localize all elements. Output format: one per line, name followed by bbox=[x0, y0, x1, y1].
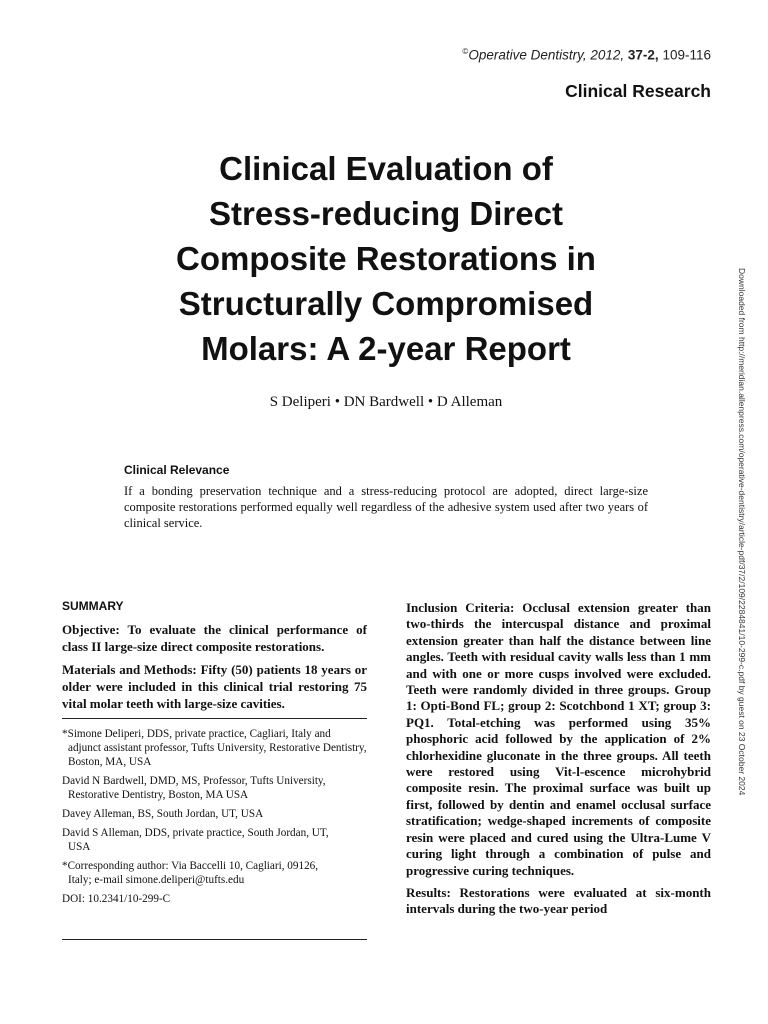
inclusion-criteria: Inclusion Criteria: Occlusal extension greater than two-thirds the intercuspal distance and proximal extension greater than half the distance between line angles. Teeth with residual cavity walls less than 1 mm and with one or more cusps involved were excluded. Teeth were randomly divided in three groups. Group 1: Opti-Bond FL; group 2: Scotchbond 1 XT; group 3: PQ1. Total-etching was performed using 35% phosphoric acid followed by the application of 2% chlorhexidine gluconate in the three groups. All teeth were restored using Vit-l-escence microhybrid composite resin. The proximal surface was built up first, followed by dentin and enamel occlusal surface stratification; wedge-shaped increments of composite resin were placed and cured using the Ultra-Lume V curing light through a combination of pulse and progressive curing techniques. bbox=[406, 600, 711, 878]
download-watermark: Downloaded from http://meridian.allenpress.com/operative-dentistry/article-pdf/37/2/109/2284841/10-299-c.pdf by guest on 23 October 2024 bbox=[737, 268, 747, 796]
author-list: S Deliperi • DN Bardwell • D Alleman bbox=[269, 394, 503, 410]
journal-name: Operative Dentistry, 2012, bbox=[468, 47, 625, 63]
title-line: Molars: A 2-year Report bbox=[201, 330, 571, 367]
clinical-relevance-heading: Clinical Relevance bbox=[124, 463, 230, 477]
section-label: Clinical Research bbox=[565, 81, 711, 101]
summary-heading: SUMMARY bbox=[62, 599, 124, 613]
corresponding-author: *Corresponding author: Via Baccelli 10, Cagliari, 09126, Italy; e-mail simone.deliperi@tufts.edu bbox=[62, 860, 319, 886]
results-text: Results: Restorations were evaluated at six-month intervals during the two-year period bbox=[406, 884, 711, 917]
copyright-mark: © bbox=[462, 47, 469, 56]
summary-methods: Materials and Methods: Fifty (50) patients 18 years or older were included in this clinical trial restoring 75 vital molar teeth with large-size cavities. bbox=[62, 662, 367, 711]
article-title bbox=[100, 146, 672, 371]
title-line: Stress-reducing Direct bbox=[209, 195, 563, 232]
clinical-relevance-box bbox=[124, 463, 648, 531]
title-line: Clinical Evaluation of bbox=[219, 150, 553, 187]
summary-objective: Objective: To evaluate the clinical performance of class II large-size direct composite restorations. bbox=[62, 622, 367, 654]
title-line: Composite Restorations in bbox=[176, 240, 596, 277]
affiliation-bottom-rule bbox=[62, 939, 367, 940]
journal-volume: 37-2, bbox=[627, 47, 659, 63]
affiliation-entry: *Simone Deliperi, DDS, private practice, Cagliari, Italy and adjunct assistant professor, Tufts University, Restorative Dentistry, Boston, MA, USA bbox=[62, 728, 367, 768]
clinical-relevance-text: If a bonding preservation technique and a stress-reducing protocol are adopted, direct large-size composite restorations performed equally well regardless of the adhesive system used after two years of clinical service. bbox=[124, 484, 648, 530]
left-column bbox=[62, 599, 367, 911]
doi: DOI: 10.2341/10-299-C bbox=[62, 893, 171, 905]
journal-pages: 109-116 bbox=[662, 47, 711, 63]
affiliation-entry: Davey Alleman, BS, South Jordan, UT, USA bbox=[62, 808, 264, 820]
affiliation-entry: David N Bardwell, DMD, MS, Professor, Tufts University, Restorative Dentistry, Boston, MA USA bbox=[62, 775, 326, 801]
affiliation-entry: David S Alleman, DDS, private practice, South Jordan, UT, USA bbox=[62, 827, 329, 853]
right-column bbox=[406, 600, 711, 924]
title-line: Structurally Compromised bbox=[178, 285, 594, 322]
journal-citation bbox=[462, 47, 711, 63]
affiliation-divider bbox=[62, 718, 367, 719]
